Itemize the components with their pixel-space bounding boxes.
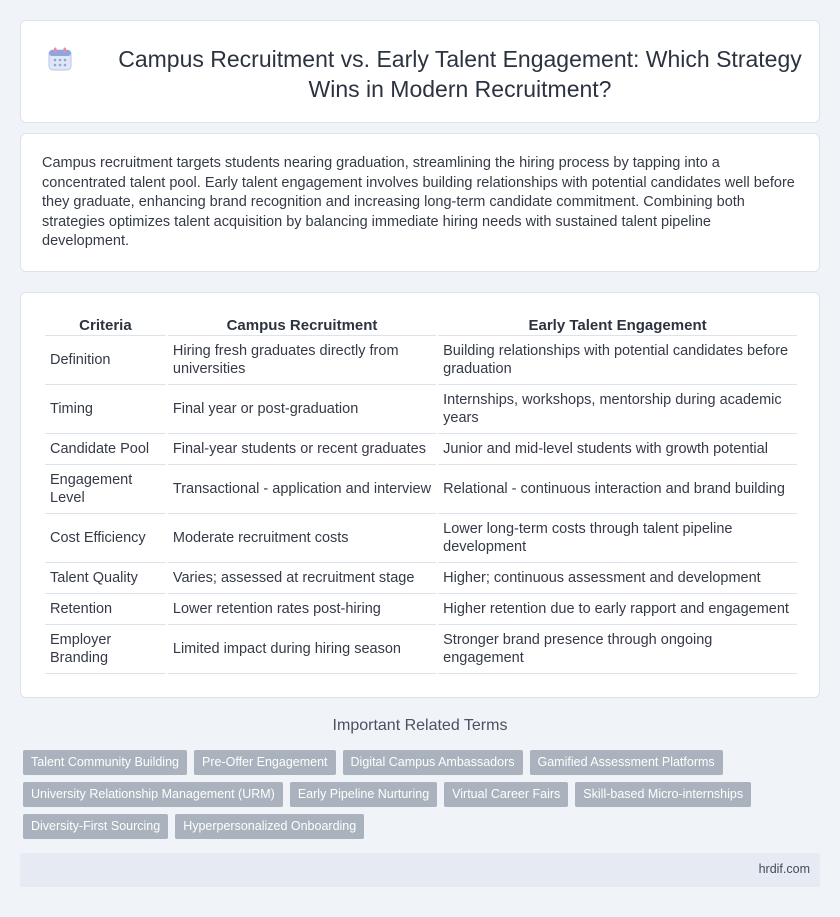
- summary-text: Campus recruitment targets students nearing graduation, streamlining the hiring process by tapping into a concentrated talent pool. Early talent engagement involves building relationships with potential candidates well before they graduate, enhancing brand recognition and increasing long-term candidate commitment. Combining both strategies optimizes talent acquisition by balancing immediate hiring needs with sustained talent pipeline development.: [42, 155, 795, 250]
- related-terms-title: Important Related Terms: [332, 717, 508, 734]
- row-campus: Lower retention rates post-hiring: [168, 594, 436, 625]
- row-early: Higher; continuous assessment and development: [438, 563, 797, 594]
- row-criteria: Definition: [45, 336, 166, 385]
- table-row: [45, 625, 797, 674]
- row-campus: Final year or post-graduation: [168, 385, 436, 434]
- table-header-row: [45, 314, 797, 336]
- row-criteria: Candidate Pool: [45, 434, 166, 465]
- related-term-tag[interactable]: Skill-based Micro-internships: [575, 782, 751, 807]
- tag-row: [23, 814, 823, 839]
- row-criteria: Retention: [45, 594, 166, 625]
- comparison-table-card: [20, 292, 820, 698]
- row-criteria: Engagement Level: [45, 465, 166, 514]
- related-term-tag[interactable]: Virtual Career Fairs: [444, 782, 568, 807]
- table-row: [45, 514, 797, 563]
- related-term-tag[interactable]: Diversity-First Sourcing: [23, 814, 168, 839]
- row-criteria: Timing: [45, 385, 166, 434]
- header-criteria: Criteria: [45, 314, 166, 336]
- row-criteria: Employer Branding: [45, 625, 166, 674]
- table-row: [45, 465, 797, 514]
- related-term-tag[interactable]: Early Pipeline Nurturing: [290, 782, 437, 807]
- header-early-talent-engagement: Early Talent Engagement: [438, 314, 797, 336]
- row-early: Junior and mid-level students with growth potential: [438, 434, 797, 465]
- related-term-tag[interactable]: Hyperpersonalized Onboarding: [175, 814, 364, 839]
- summary-card: [20, 133, 820, 272]
- table-row: [45, 434, 797, 465]
- footer-bar: [20, 853, 820, 887]
- row-early: Stronger brand presence through ongoing engagement: [438, 625, 797, 674]
- row-early: Higher retention due to early rapport and engagement: [438, 594, 797, 625]
- row-criteria: Cost Efficiency: [45, 514, 166, 563]
- tag-row: [23, 750, 823, 775]
- comparison-table: [43, 314, 799, 674]
- row-campus: Moderate recruitment costs: [168, 514, 436, 563]
- related-term-tag[interactable]: Pre-Offer Engagement: [194, 750, 336, 775]
- related-term-tag[interactable]: University Relationship Management (URM): [23, 782, 283, 807]
- table-row: [45, 563, 797, 594]
- row-campus: Hiring fresh graduates directly from universities: [168, 336, 436, 385]
- row-campus: Varies; assessed at recruitment stage: [168, 563, 436, 594]
- footer-site-link[interactable]: hrdif.com: [758, 862, 810, 876]
- row-criteria: Talent Quality: [45, 563, 166, 594]
- header-campus-recruitment: Campus Recruitment: [168, 314, 436, 336]
- row-early: Relational - continuous interaction and brand building: [438, 465, 797, 514]
- row-early: Lower long-term costs through talent pipeline development: [438, 514, 797, 563]
- related-terms-tags: [23, 750, 823, 846]
- row-campus: Final-year students or recent graduates: [168, 434, 436, 465]
- related-term-tag[interactable]: Gamified Assessment Platforms: [530, 750, 723, 775]
- table-row: [45, 336, 797, 385]
- row-early: Internships, workshops, mentorship during academic years: [438, 385, 797, 434]
- header-card: [20, 20, 820, 123]
- page-title: Campus Recruitment vs. Early Talent Engagement: Which Strategy Wins in Modern Recruitment?: [118, 46, 802, 102]
- tag-row: [23, 782, 823, 807]
- table-row: [45, 385, 797, 434]
- row-campus: Limited impact during hiring season: [168, 625, 436, 674]
- row-campus: Transactional - application and interview: [168, 465, 436, 514]
- table-row: [45, 594, 797, 625]
- related-term-tag[interactable]: Talent Community Building: [23, 750, 187, 775]
- calendar-icon: [47, 46, 73, 72]
- related-term-tag[interactable]: Digital Campus Ambassadors: [343, 750, 523, 775]
- row-early: Building relationships with potential candidates before graduation: [438, 336, 797, 385]
